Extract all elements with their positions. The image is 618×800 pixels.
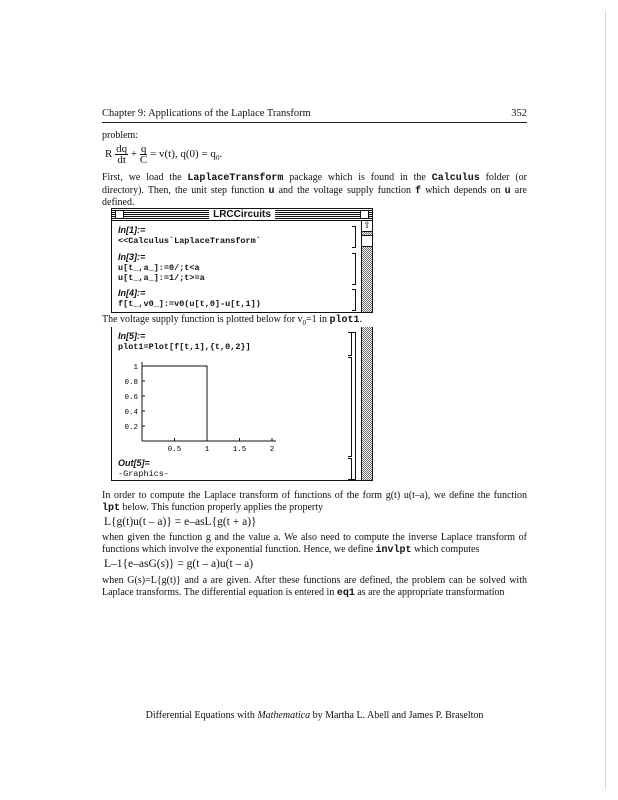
eq-frac1-den: dt (117, 154, 126, 166)
window-title: LRCCircuits (209, 209, 275, 220)
inline-code: eq1 (336, 587, 355, 599)
input-label: In[4]:= (118, 288, 146, 298)
text-run: First, we load the (102, 172, 188, 183)
close-box-icon[interactable] (115, 210, 124, 219)
inline-code: plot1 (329, 315, 360, 326)
output-value: -Graphics- (118, 469, 170, 479)
circuit-equation (105, 144, 222, 165)
text-run: are defined. (102, 184, 527, 208)
plot-group (124, 362, 276, 454)
input-cell-code[interactable]: u[t_,a_]:=1/;t>=a (118, 273, 205, 283)
inline-code: u (268, 185, 275, 197)
output-label: Out[5]= (118, 458, 150, 468)
formula-inverse-shift: L–1{e–asG(s)} = g(t – a)u(t – a) (104, 558, 254, 570)
page-footer (102, 710, 527, 721)
inline-code: invlpt (375, 544, 412, 556)
eq-frac2-num: q (140, 143, 147, 155)
formula-laplace-shift: L{g(t)u(t – a)} = e–asL{g(t + a)} (104, 516, 257, 528)
notebook-window-plot (111, 327, 373, 481)
eq-sub: 0 (215, 154, 220, 163)
y-tick-label: 0.6 (124, 394, 138, 402)
input-label: In[1]:= (118, 225, 146, 235)
inline-code: lpt (102, 502, 121, 514)
text-run: In order to compute the Laplace transform of functions of the form g(t) u(t–a), we define the function (102, 490, 527, 501)
text-run: which depends on (421, 184, 505, 196)
chapter-title: Chapter 9: Applications of the Laplace Transform (102, 108, 311, 119)
input-cell-code[interactable]: <<Calculus`LaplaceTransform` (118, 236, 261, 246)
cell-bracket[interactable] (352, 253, 356, 285)
group-bracket[interactable] (352, 332, 356, 480)
italic-title: Mathematica (257, 710, 311, 721)
text-run: and the voltage supply function (274, 184, 416, 196)
inline-code: LaplaceTransform (187, 173, 284, 184)
input-cell-code[interactable]: plot1=Plot[f[t,1],{t,0,2}] (118, 342, 251, 352)
notebook-window-lrccircuits (111, 208, 373, 313)
input-cell-code[interactable]: f[t_,v0_]:=v0(u[t,0]-u[t,1]) (118, 299, 261, 309)
vertical-scrollbar[interactable] (361, 327, 372, 480)
scroll-up-arrow-icon[interactable]: ⇧ (363, 221, 371, 231)
eq-frac-dq-dt (115, 144, 128, 165)
text-run: which computes (411, 543, 480, 555)
inline-code: Calculus (431, 173, 480, 184)
inline-code: f (415, 185, 422, 197)
page-number: 352 (511, 108, 527, 119)
y-tick-label: 0.8 (124, 379, 138, 387)
cell-bracket[interactable] (348, 458, 352, 480)
x-tick-label: 2 (269, 446, 275, 454)
eq-frac-q-c (140, 144, 148, 165)
text-run: Differential Equations with (145, 710, 258, 721)
cell-bracket[interactable] (352, 289, 356, 311)
paragraph-solution (102, 575, 527, 599)
header-rule (102, 122, 527, 123)
y-tick-label: 1 (133, 364, 138, 372)
problem-label: problem: (102, 130, 139, 141)
x-tick-label: 1.5 (232, 446, 247, 454)
cell-bracket[interactable] (352, 226, 356, 248)
eq-r: R (105, 148, 113, 161)
text-run: package which is found in the (283, 172, 432, 183)
eq-plus: + (130, 148, 138, 161)
inline-code: u (504, 185, 511, 197)
window-title-bar[interactable] (112, 209, 372, 221)
text-run: The voltage supply function is plotted below for v (102, 314, 303, 325)
scroll-thumb[interactable] (362, 235, 372, 247)
text-run: below. This function properly applies the property (120, 501, 324, 513)
x-tick-label: 1 (204, 446, 210, 454)
text-run: folder (or directory). Then, the unit step function (102, 172, 528, 196)
y-tick-label: 0.4 (124, 409, 138, 417)
intro-paragraph (102, 172, 527, 209)
eq-end: . (219, 148, 223, 161)
paragraph-lpt (102, 490, 527, 514)
input-label: In[3]:= (118, 252, 146, 262)
series-line-f (142, 366, 272, 441)
graphics-cell-bracket[interactable] (348, 357, 352, 457)
y-tick-label: 0.2 (124, 424, 138, 432)
input-label: In[5]:= (118, 331, 146, 341)
text-run: =1 in (306, 314, 330, 325)
vertical-scrollbar[interactable] (361, 221, 372, 312)
text-run: . (359, 314, 362, 325)
text-run: when given the function g and the value a. We also need to compute the inverse Laplace transform of functions which involve the exponential function. Hence, we define (102, 532, 527, 555)
text-run: as are the appropriate transformation (354, 586, 505, 598)
text-run: when G(s)=L{g(t)} and a are given. After these functions are defined, the problem can be solved with Laplace transforms. The differential equation is entered in (102, 575, 527, 598)
eq-frac2-den: C (139, 154, 148, 166)
zoom-box-icon[interactable] (360, 210, 369, 219)
subscript: 0 (302, 319, 307, 327)
text-run: by Martha L. Abell and James P. Braselton (310, 710, 484, 721)
input-cell-code[interactable]: u[t_,a_]:=0/;t<a (118, 263, 200, 273)
eq-frac1-num: dq (116, 143, 128, 155)
x-tick-label: 0.5 (167, 446, 182, 454)
paragraph-invlpt (102, 532, 527, 556)
voltage-plot (116, 355, 286, 455)
eq-rhs: = v(t), q(0) = q (150, 148, 216, 161)
page-edge-line (605, 10, 606, 790)
